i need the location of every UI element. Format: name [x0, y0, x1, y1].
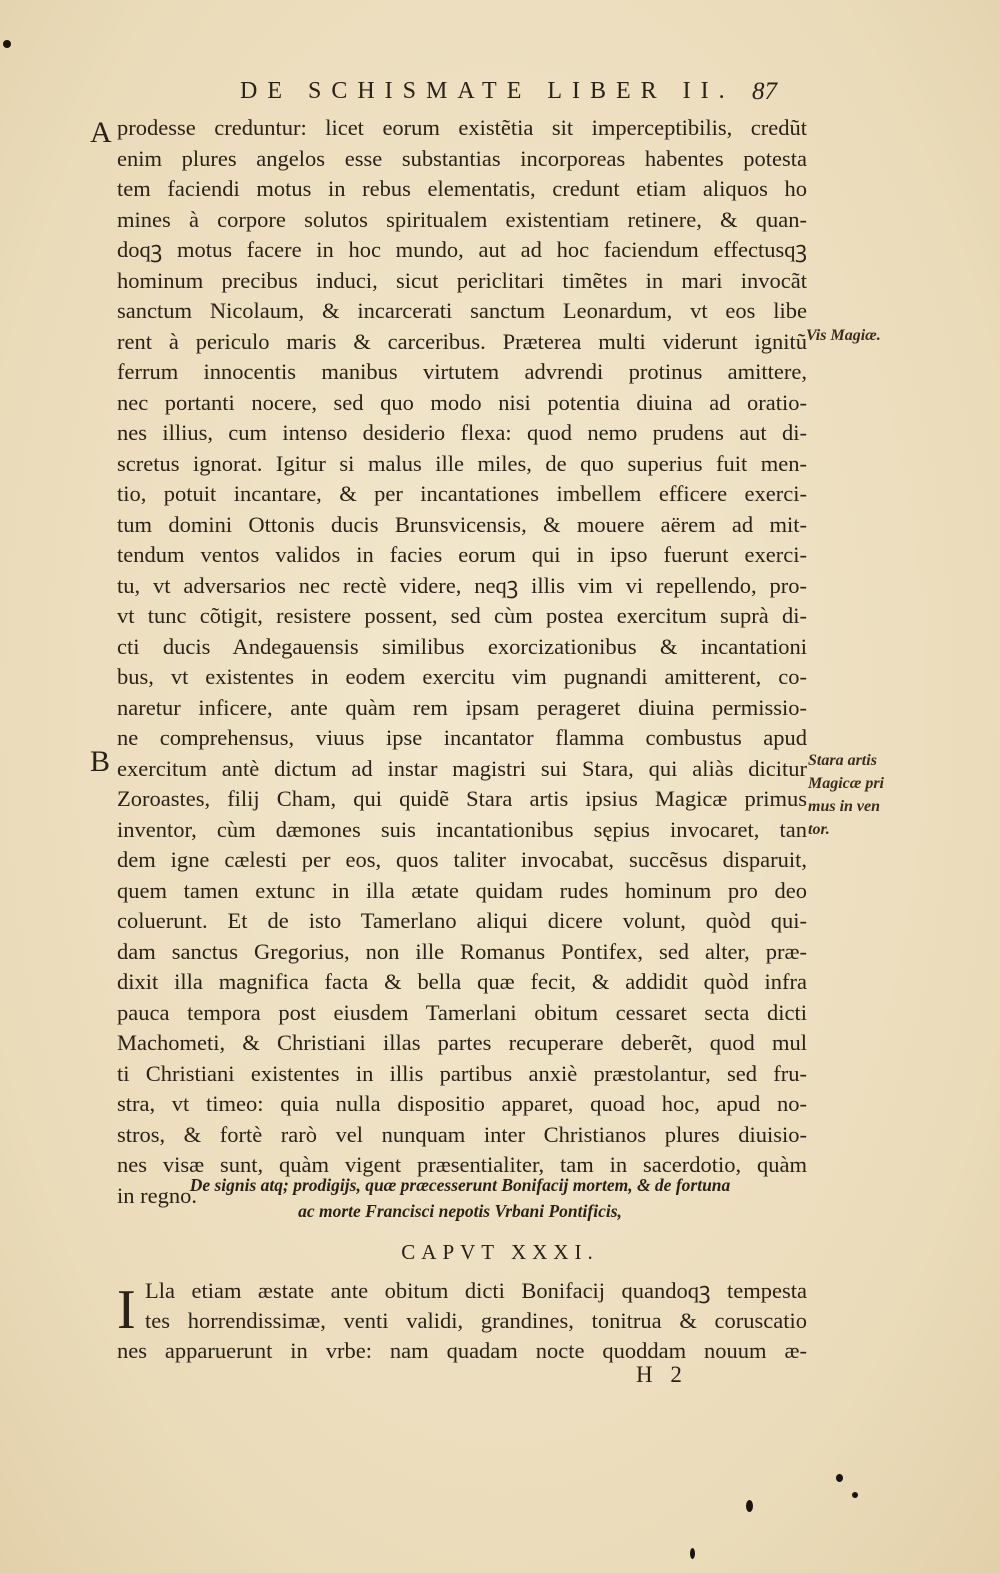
margin-note-stara — [808, 749, 884, 841]
text-line: ti Christiani existentes in illis partibus anxiè præstolantur, sed fru- — [117, 1060, 807, 1086]
text-line: tem faciendi motus in rebus elementatis, credunt etiam aliquos ho — [117, 176, 807, 201]
chapter-number: CAPVT XXXI. — [401, 1240, 599, 1264]
text-line: tum domini Ottonis ducis Brunsvicensis, & mouere aërem ad mit- — [117, 511, 807, 537]
text-line: doqꝫ motus facere in hoc mundo, aut ad hoc faciendum effectusqꝫ — [117, 237, 807, 262]
ink-blot — [746, 1500, 753, 1512]
ink-blot — [690, 1548, 695, 1559]
text-line: nec portanti nocere, sed quo modo nisi potentia diuina ad oratio- — [117, 389, 807, 415]
margin-note-line: mus in ven — [808, 798, 881, 815]
text-line: nes visæ sunt, quàm vigent præsentialiter, tam in sacerdotio, quàm — [117, 1152, 807, 1177]
text-line: dam sanctus Gregorius, non ille Romanus Pontifex, sed alter, præ- — [117, 938, 807, 964]
drop-cap: I — [117, 1279, 136, 1341]
page-header — [0, 78, 1000, 112]
section-mark-a: A — [90, 116, 112, 149]
chapter-text-block — [117, 1276, 807, 1366]
text-line: coluerunt. Et de isto Tamerlano aliqui dicere volunt, quòd qui- — [117, 908, 807, 933]
text-line: nes illius, cum intenso desiderio flexa: quod nemo prudens aut di- — [117, 420, 807, 445]
ink-blot — [852, 1492, 858, 1498]
text-line: rent à periculo maris & carceribus. Præterea multi viderunt ignitũ — [117, 328, 807, 354]
text-line: ferrum innocentis manibus virtutem advrendi protinus amittere, — [117, 359, 807, 384]
text-line: stra, vt timeo: quia nulla dispositio apparet, quoad hoc, apud no- — [117, 1091, 807, 1116]
text-line: vt tunc cõtigit, resistere possent, sed cùm postea exercitum suprà di- — [117, 603, 807, 628]
text-line: exercitum antè dictum ad instar magistri sui Stara, qui aliàs dicitur — [117, 755, 807, 781]
chapter-heading-line: De signis atq; prodigijs, quæ præcesserunt Bonifacij mortem, & de fortuna — [189, 1175, 731, 1195]
text-line: in regno. — [117, 1182, 197, 1208]
margin-note-line: Magicæ pri — [808, 775, 884, 792]
text-line: Lla etiam æstate ante obitum dicti Bonifacij quandoqꝫ tempesta — [145, 1278, 807, 1303]
ink-blot — [836, 1474, 843, 1482]
text-line: tes horrendissimæ, venti validi, grandines, tonitrua & coruscatio — [145, 1308, 807, 1333]
section-mark-b: B — [90, 745, 111, 778]
margin-note-vis-magiae: Vis Magiæ. — [806, 327, 881, 344]
page-number: 87 — [752, 78, 777, 105]
text-line: tendum ventos validos in facies eorum qui in ipso fuerunt exerci- — [117, 542, 807, 567]
chapter-heading-line: ac morte Francisci nepotis Vrbani Pontificis, — [298, 1201, 622, 1221]
text-line: inventor, cùm dæmones suis incantationibus sępius invocaret, tan — [117, 816, 807, 842]
main-text-block — [117, 113, 807, 1211]
text-line: ne comprehensus, viuus ipse incantator flamma combustus apud — [117, 725, 807, 750]
text-line: tio, potuit incantare, & per incantationes imbellem efficere exerci- — [117, 481, 807, 506]
text-line: cti ducis Andegauensis similibus exorcizationibus & incantationi — [117, 633, 807, 659]
text-line: bus, vt existentes in eodem exercitu vim pugnandi amitterent, co- — [117, 664, 807, 689]
text-line: pauca tempora post eiusdem Tamerlani obitum cessaret secta dicti — [117, 999, 807, 1025]
running-title: DE SCHISMATE LIBER II. — [240, 78, 735, 104]
margin-note-line: tor. — [808, 821, 830, 838]
text-line: prodesse creduntur: licet eorum existẽtia sit imperceptibilis, credũt — [117, 115, 807, 140]
text-line: enim plures angelos esse substantias incorporeas habentes potesta — [117, 145, 807, 171]
text-line: tu, vt adversarios nec rectè videre, neqꝫ illis vim vi repellendo, pro- — [117, 572, 807, 598]
text-line: dixit illa magnifica facta & bella quæ fecit, & addidit quòd infra — [117, 969, 807, 994]
text-line: scretus ignorat. Igitur si malus ille miles, de quo superius fuit men- — [117, 450, 807, 476]
text-line: nes apparuerunt in vrbe: nam quadam nocte quoddam nouum æ- — [117, 1338, 807, 1363]
text-line: sanctum Nicolaum, & incarcerati sanctum Leonardum, vt eos libe — [117, 298, 807, 323]
text-line: Machometi, & Christiani illas partes recuperare deberẽt, quod mul — [117, 1030, 807, 1055]
text-line: Zoroastes, filij Cham, qui quidẽ Stara artis ipsius Magicæ primus — [117, 786, 807, 811]
text-line: dem igne cælesti per eos, quos taliter invocabat, succẽsus disparuit, — [117, 847, 807, 872]
text-line: stros, & fortè rarò vel nunquam inter Christianos plures diuisio- — [117, 1121, 807, 1147]
text-line: naretur inficere, ante quàm rem ipsam perageret diuina permissio- — [117, 694, 807, 720]
signature-mark: H 2 — [636, 1362, 688, 1387]
text-line: hominum precibus induci, sicut periclitari timẽtes in mari invocãt — [117, 267, 807, 293]
ink-blot — [3, 40, 11, 48]
text-line: quem tamen extunc in illa ætate quidam rudes hominum pro deo — [117, 877, 807, 903]
chapter-heading — [150, 1172, 770, 1224]
text-line: mines à corpore solutos spiritualem existentiam retinere, & quan- — [117, 206, 807, 232]
margin-note-line: Stara artis — [808, 752, 877, 769]
